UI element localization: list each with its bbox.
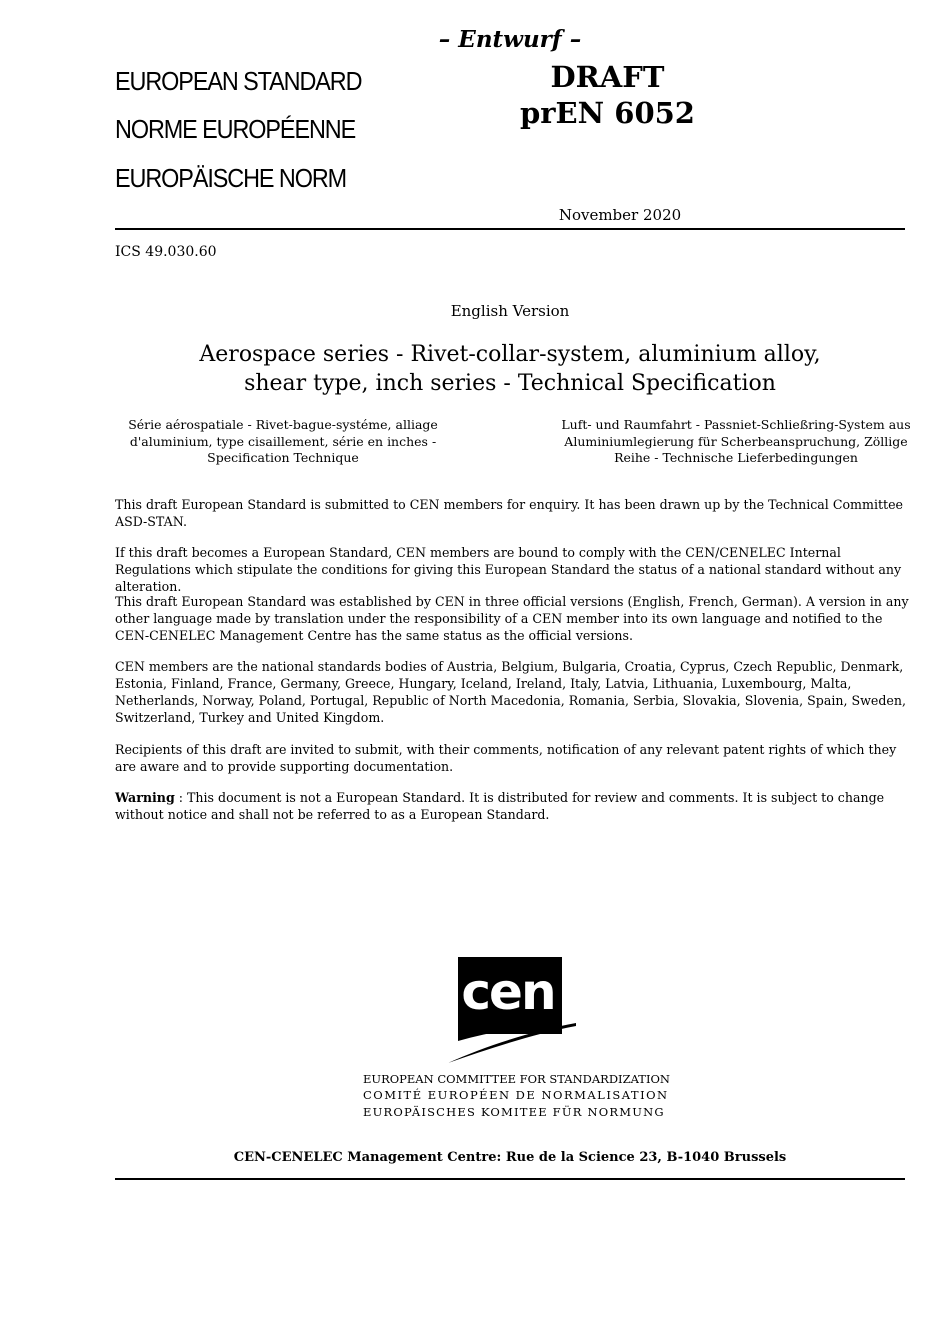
paragraph-warning (115, 789, 910, 823)
paragraph-members: CEN members are the national standards bodies of Austria, Belgium, Bulgaria, Croatia, Cyprus, Czech Republic, Denmark, Estonia, Finland, France, Germany, Greece, Hungary, Iceland, Ireland, Italy, Latvia, Lithuania, Luxembourg, Malta, Netherlands, Norway, Poland, Portugal, Republic of North Macedonia, Romania, Serbia, Slovakia, Slovenia, Spain, Sweden, Switzerland, Turkey and United Kingdom. (115, 659, 906, 725)
top-divider (115, 228, 905, 230)
cen-logo (448, 957, 578, 1063)
entwurf-label: – Entwurf – (438, 26, 582, 53)
publication-date: November 2020 (558, 206, 682, 224)
standard-title-fr: NORME EUROPÉENNE (115, 114, 356, 144)
standard-title-de: EUROPÄISCHE NORM (115, 163, 347, 193)
committee-name-en: EUROPEAN COMMITTEE FOR STANDARDIZATION (363, 1072, 670, 1086)
committee-name-de: EUROPÄISCHES KOMITEE FÜR NORMUNG (363, 1105, 665, 1119)
paragraph-versions: This draft European Standard was established by CEN in three official versions (English, French, German). A version in any other language made by translation under the responsibility of a CEN member into its own language and notified to the CEN-CENELEC Management Centre has the same status as the official versions. (115, 594, 909, 643)
standard-number: prEN 6052 (520, 96, 695, 130)
version-label: English Version (450, 302, 570, 320)
paragraph-enquiry: This draft European Standard is submitted to CEN members for enquiry. It has been drawn up by the Technical Committee ASD-STAN. (115, 497, 903, 529)
warning-label: Warning (115, 790, 175, 805)
subtitle-french: Série aérospatiale - Rivet-bague-systéme, alliage d'aluminium, type cisaillement, série en inches - Specification Technique (128, 417, 438, 465)
subtitle-german: Luft- und Raumfahrt - Passniet-Schließring-System aus Aluminiumlegierung für Scherbeanspruchung, Zöllige Reihe - Technische Lieferbedingungen (561, 417, 911, 465)
ics-code: ICS 49.030.60 (115, 244, 217, 260)
paragraph-compliance: If this draft becomes a European Standard, CEN members are bound to comply with the CEN/CENELEC Internal Regulations which stipulate the conditions for giving this European Standard the status of a national standard without any alteration. (115, 545, 902, 594)
document-title (150, 340, 870, 398)
title-line-1: Aerospace series - Rivet-collar-system, aluminium alloy, (199, 342, 821, 367)
standard-title-en: EUROPEAN STANDARD (115, 66, 362, 96)
committee-name-fr: COMITÉ EUROPÉEN DE NORMALISATION (363, 1088, 669, 1102)
bottom-divider (115, 1178, 905, 1180)
paragraph-patents: Recipients of this draft are invited to submit, with their comments, notification of any relevant patent rights of which they are aware and to provide supporting documentation. (115, 742, 897, 774)
warning-text: : This document is not a European Standard. It is distributed for review and comments. It is subject to change without notice and shall not be referred to as a European Standard. (115, 790, 885, 822)
draft-label: DRAFT (550, 60, 665, 94)
management-centre-address: CEN-CENELEC Management Centre: Rue de la Science 23, B-1040 Brussels (233, 1150, 787, 1165)
cen-logo-text: cen (461, 963, 555, 1021)
title-line-2: shear type, inch series - Technical Specification (244, 371, 776, 396)
